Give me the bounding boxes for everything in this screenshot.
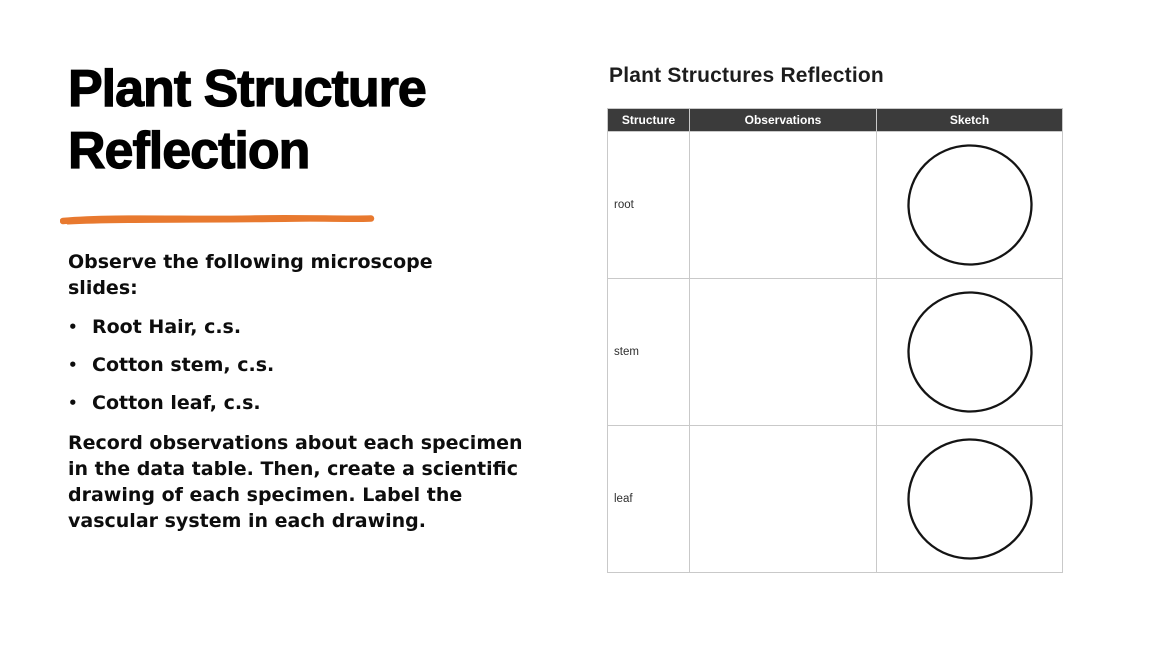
bullet-dot-icon: •: [68, 394, 78, 412]
table-row: [608, 426, 1063, 573]
bullet-item-label: Root Hair, c.s.: [92, 316, 242, 338]
worksheet-table: [607, 108, 1063, 573]
worksheet-panel: [607, 64, 1063, 573]
bullet-item: [68, 314, 538, 340]
table-header-observations: Observations: [690, 109, 877, 132]
table-header-sketch: Sketch: [877, 109, 1063, 132]
structure-cell: root: [608, 132, 690, 279]
instructions-text: Record observations about each specimen in the data table. Then, create a scientific drawing of each specimen. Label the vascular system in each drawing.: [68, 432, 523, 532]
observations-cell: [690, 426, 877, 573]
worksheet-heading: Plant Structures Reflection: [609, 64, 884, 87]
table-header-row: [608, 109, 1063, 132]
slide-title: Plant Structure Reflection: [68, 60, 426, 180]
bullet-item: [68, 352, 538, 378]
sketch-empty-circle-icon: [906, 290, 1034, 414]
title-underline: [60, 211, 375, 227]
sketch-empty-circle-icon: [906, 143, 1034, 267]
table-row: [608, 132, 1063, 279]
sketch-cell: [877, 279, 1063, 426]
table-header-structure: Structure: [608, 109, 690, 132]
structure-cell: stem: [608, 279, 690, 426]
bullet-dot-icon: •: [68, 356, 78, 374]
sketch-cell: [877, 426, 1063, 573]
table-row: [608, 279, 1063, 426]
bullet-item-label: Cotton leaf, c.s.: [92, 392, 261, 414]
observations-cell: [690, 279, 877, 426]
structure-cell: leaf: [608, 426, 690, 573]
slide-text-column: [68, 58, 538, 534]
sketch-cell: [877, 132, 1063, 279]
bullet-item: [68, 390, 538, 416]
intro-text: Observe the following microscope slides:: [68, 251, 433, 299]
sketch-empty-circle-icon: [906, 437, 1034, 561]
bullet-item-label: Cotton stem, c.s.: [92, 354, 275, 376]
observations-cell: [690, 132, 877, 279]
bullet-dot-icon: •: [68, 318, 78, 336]
bullet-list: [68, 314, 538, 416]
